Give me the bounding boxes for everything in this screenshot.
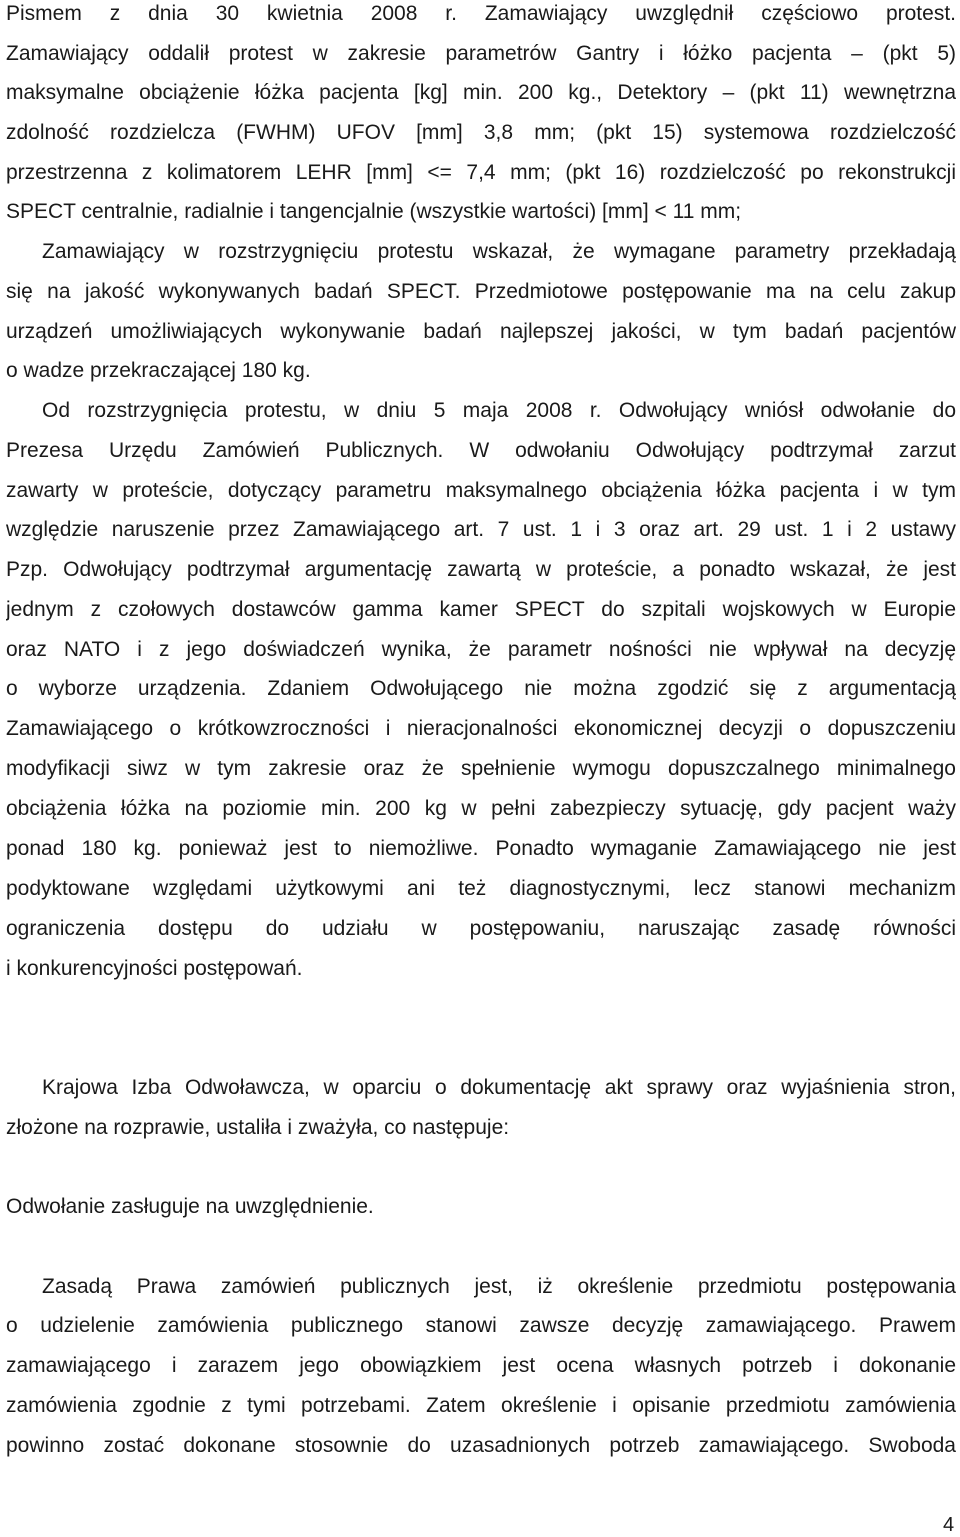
text-line: Od rozstrzygnięcia protestu, w dniu 5 maja 2008 r. Odwołujący wniósł odwołanie do xyxy=(42,399,956,422)
text-line: o wyborze urządzenia. Zdaniem Odwołującego nie można zgodzić się z argumentacją xyxy=(6,677,956,700)
text-line: Pzp. Odwołujący podtrzymał argumentację zawartą w proteście, a ponadto wskazał, że jest xyxy=(6,558,956,581)
text-line: Pismem z dnia 30 kwietnia 2008 r. Zamawiający uwzględnił częściowo protest. xyxy=(6,2,956,25)
text-line: zamawiającego i zarazem jego obowiązkiem jest ocena własnych potrzeb i dokonanie xyxy=(6,1354,956,1377)
text-line: o udzielenie zamówienia publicznego stanowi zawsze decyzję zamawiającego. Prawem xyxy=(6,1314,956,1337)
text-line: się na jakość wykonywanych badań SPECT. Przedmiotowe postępowanie ma na celu zakup xyxy=(6,280,956,303)
text-line: Zamawiający w rozstrzygnięciu protestu wskazał, że wymagane parametry przekładają xyxy=(42,240,956,263)
text-line: Zamawiającego o krótkowzroczności i nieracjonalności ekonomicznej decyzji o dopuszczeniu xyxy=(6,717,956,740)
page-number: 4 xyxy=(943,1514,955,1536)
text-line: Prezesa Urzędu Zamówień Publicznych. W odwołaniu Odwołujący podtrzymał zarzut xyxy=(6,439,956,462)
text-line: złożone na rozprawie, ustaliła i zważyła, co następuje: xyxy=(6,1116,510,1139)
text-line: Zamawiający oddalił protest w zakresie parametrów Gantry i łóżko pacjenta – (pkt 5) xyxy=(6,42,956,65)
text-line: ograniczenia dostępu do udziału w postępowaniu, naruszając zasadę równości xyxy=(6,917,956,940)
text-line: i konkurencyjności postępowań. xyxy=(6,957,303,980)
text-line: zamówienia zgodnie z tymi potrzebami. Zatem określenie i opisanie przedmiotu zamówienia xyxy=(6,1394,956,1417)
text-line: SPECT centralnie, radialnie i tangencjalnie (wszystkie wartości) [mm] < 11 mm; xyxy=(6,200,742,223)
text-line: zdolność rozdzielcza (FWHM) UFOV [mm] 3,8 mm; (pkt 15) systemowa rozdzielczość xyxy=(6,121,956,144)
text-line: Zasadą Prawa zamówień publicznych jest, iż określenie przedmiotu postępowania xyxy=(42,1275,956,1298)
text-line: względzie naruszenie przez Zamawiającego art. 7 ust. 1 i 3 oraz art. 29 ust. 1 i 2 ustawy xyxy=(6,518,956,541)
text-line: maksymalne obciążenie łóżka pacjenta [kg] min. 200 kg., Detektory – (pkt 11) wewnętrzna xyxy=(6,81,956,104)
text-line: zawarty w proteście, dotyczący parametru maksymalnego obciążenia łóżka pacjenta i w tym xyxy=(6,479,956,502)
text-line: Odwołanie zasługuje na uwzględnienie. xyxy=(6,1195,374,1218)
text-line: ponad 180 kg. ponieważ jest to niemożliwe. Ponadto wymaganie Zamawiającego nie jest xyxy=(6,837,956,860)
text-line: obciążenia łóżka na poziomie min. 200 kg w pełni zabezpieczy sytuację, gdy pacjent waży xyxy=(6,797,956,820)
text-line: oraz NATO i z jego doświadczeń wynika, że parametr nośności nie wpływał na decyzję xyxy=(6,638,956,661)
text-line: Krajowa Izba Odwoławcza, w oparciu o dokumentację akt sprawy oraz wyjaśnienia stron, xyxy=(42,1076,956,1099)
text-line: przestrzenna z kolimatorem LEHR [mm] <= 7,4 mm; (pkt 16) rozdzielczość po rekonstrukcji xyxy=(6,161,956,184)
text-line: o wadze przekraczającej 180 kg. xyxy=(6,359,311,382)
text-line: powinno zostać dokonane stosownie do uzasadnionych potrzeb zamawiającego. Swoboda xyxy=(6,1434,956,1457)
text-line: urządzeń umożliwiających wykonywanie badań najlepszej jakości, w tym badań pacjentów xyxy=(6,320,956,343)
text-line: podyktowane względami użytkowymi ani też diagnostycznymi, lecz stanowi mechanizm xyxy=(6,877,956,900)
text-line: modyfikacji siwz w tym zakresie oraz że spełnienie wymogu dopuszczalnego minimalnego xyxy=(6,757,956,780)
text-line: jednym z czołowych dostawców gamma kamer SPECT do szpitali wojskowych w Europie xyxy=(6,598,956,621)
